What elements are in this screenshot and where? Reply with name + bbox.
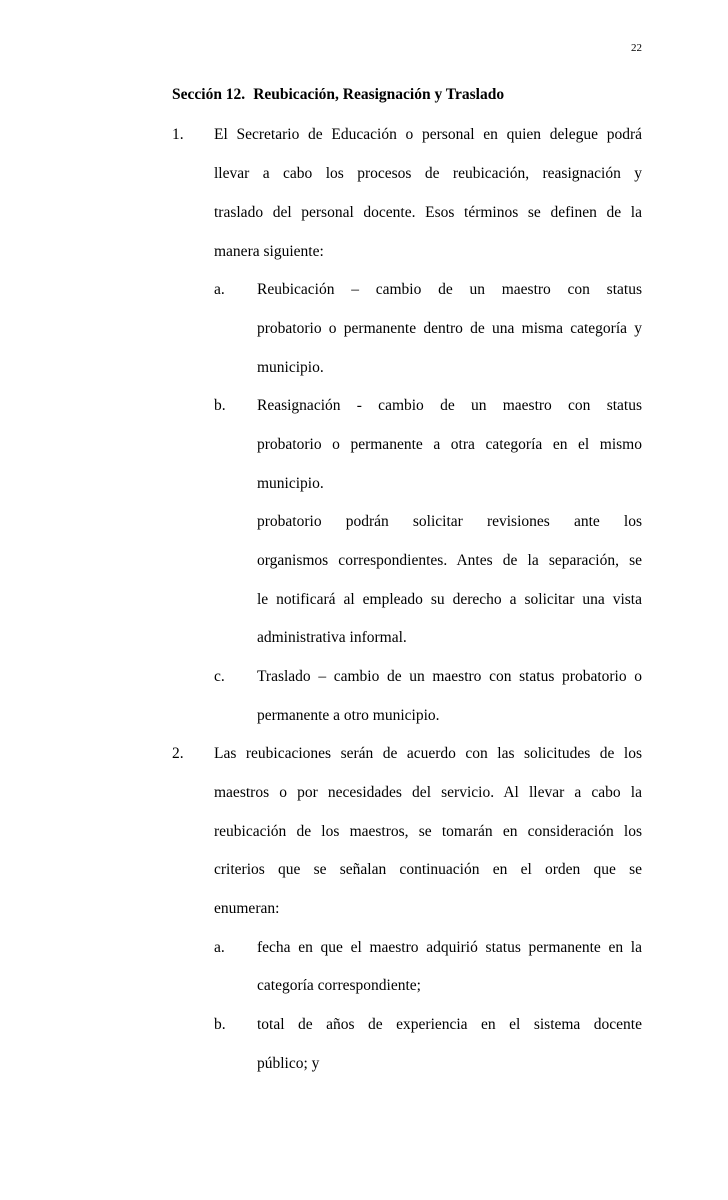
subitem-1c-line: Traslado – cambio de un maestro con status probatorio o (257, 668, 642, 685)
subitem-1b-line: probatorio podrán solicitar revisiones ante los (257, 513, 642, 530)
item-1-number: 1. (172, 126, 184, 143)
subitem-1b-line: probatorio o permanente a otra categoría en el mismo (257, 436, 642, 453)
subitem-1b-line: Reasignación - cambio de un maestro con status (257, 397, 642, 414)
subitem-1a-letter: a. (214, 281, 225, 298)
item-2-line: reubicación de los maestros, se tomarán en consideración los (214, 823, 642, 840)
subitem-2b-letter: b. (214, 1016, 226, 1033)
item-2-line: criterios que se señalan continuación en el orden que se (214, 861, 642, 878)
subitem-2b-line: total de años de experiencia en el sistema docente (257, 1016, 642, 1033)
item-2-line: Las reubicaciones serán de acuerdo con las solicitudes de los (214, 745, 642, 762)
item-2-line: enumeran: (214, 900, 280, 917)
subitem-1c-letter: c. (214, 668, 225, 685)
subitem-1a-line: Reubicación – cambio de un maestro con status (257, 281, 642, 298)
page-number: 22 (631, 42, 642, 54)
section-heading (172, 86, 504, 104)
item-2-line: maestros o por necesidades del servicio. Al llevar a cabo la (214, 784, 642, 801)
subitem-1b-line: le notificará al empleado su derecho a solicitar una vista (257, 591, 642, 608)
subitem-1a-line: municipio. (257, 359, 324, 376)
item-2-number: 2. (172, 745, 184, 762)
section-title: Reubicación, Reasignación y Traslado (253, 86, 505, 103)
subitem-1b-letter: b. (214, 397, 226, 414)
subitem-2a-line: fecha en que el maestro adquirió status permanente en la (257, 939, 642, 956)
section-label: Sección 12. (172, 86, 246, 103)
subitem-1a-line: probatorio o permanente dentro de una misma categoría y (257, 320, 642, 337)
subitem-2a-line: categoría correspondiente; (257, 977, 421, 994)
subitem-2b-line: público; y (257, 1055, 320, 1072)
subitem-1b-line: organismos correspondientes. Antes de la separación, se (257, 552, 642, 569)
item-1-line: traslado del personal docente. Esos términos se definen de la (214, 204, 642, 221)
subitem-1b-line: administrativa informal. (257, 629, 407, 646)
item-1-line: llevar a cabo los procesos de reubicación, reasignación y (214, 165, 642, 182)
item-1-line: manera siguiente: (214, 243, 324, 260)
item-1-line: El Secretario de Educación o personal en quien delegue podrá (214, 126, 642, 143)
subitem-2a-letter: a. (214, 939, 225, 956)
subitem-1b-line: municipio. (257, 475, 324, 492)
subitem-1c-line: permanente a otro municipio. (257, 707, 440, 724)
